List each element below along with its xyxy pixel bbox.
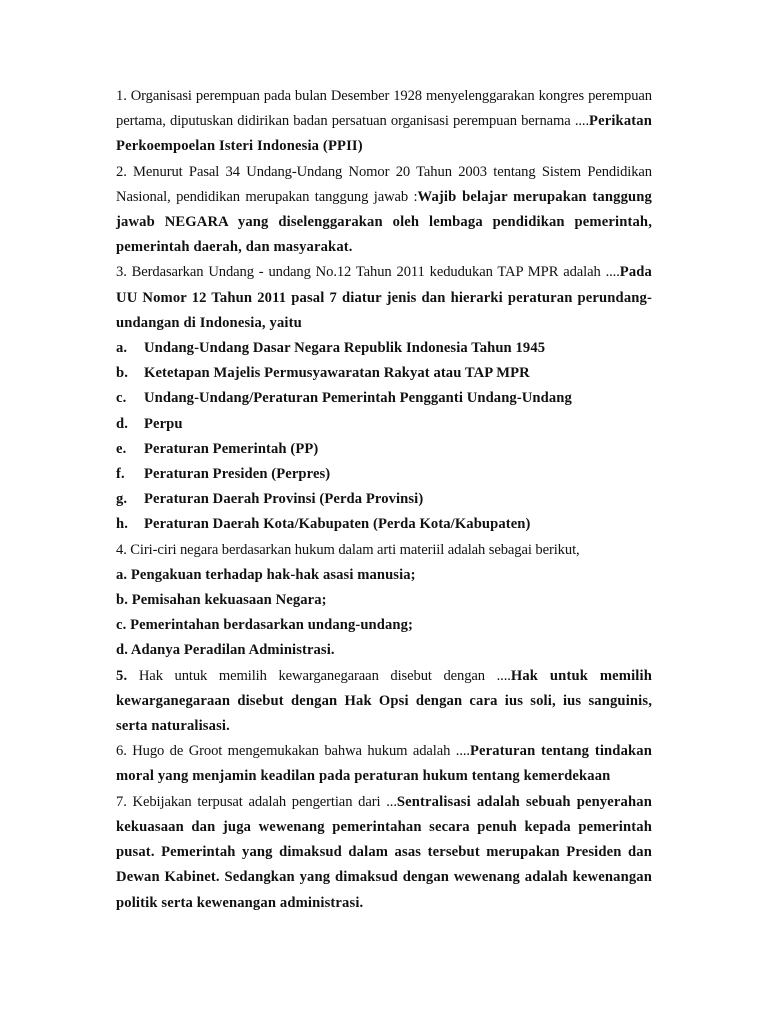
question-7-answer: Sentralisasi adalah sebuah penyerahan kekuasaan dan juga wewenang pemerintahan secara penuh kepada pemerintah pusat. Pemerintah yang dimaksud dalam asas tersebut merupakan Presiden dan Dewan Kabinet. Sedangkan yang dimaksud dengan wewenang adalah kewenangan politik serta kewenangan administrasi.: [116, 793, 652, 911]
list-item: g. Peraturan Daerah Provinsi (Perda Provinsi): [116, 491, 424, 508]
question-5: [116, 664, 652, 740]
question-1-answer: Perikatan Perkoempoelan Isteri Indonesia (PPII): [116, 113, 652, 155]
document-page: [116, 84, 652, 916]
question-1-text: 1. Organisasi perempuan pada bulan Desember 1928 menyelenggarakan kongres perempuan pertama, diputuskan didirikan badan persatuan organisasi perempuan bernama ....: [116, 88, 652, 130]
list-item: b. Ketetapan Majelis Permusyawaratan Rakyat atau TAP MPR: [116, 365, 530, 382]
list-item: h. Peraturan Daerah Kota/Kabupaten (Perda Kota/Kabupaten): [116, 516, 531, 533]
question-6: [116, 739, 652, 789]
question-6-answer: Peraturan tentang tindakan moral yang menjamin keadilan pada peraturan hukum tentang kemerdekaan: [116, 743, 652, 785]
question-2-text: 2. Menurut Pasal 34 Undang-Undang Nomor 20 Tahun 2003 tentang Sistem Pendidikan Nasional, pendidikan merupakan tanggung jawab :: [116, 163, 652, 205]
list-item: b. Pemisahan kekuasaan Negara;: [116, 592, 327, 609]
list-item: f. Peraturan Presiden (Perpres): [116, 466, 331, 483]
list-item: d. Adanya Peradilan Administrasi.: [116, 642, 335, 659]
question-5-number: 5.: [116, 667, 128, 684]
question-6-text: 6. Hugo de Groot mengemukakan bahwa hukum adalah ....: [116, 743, 470, 760]
question-7: [116, 790, 652, 916]
list-item: a. Pengakuan terhadap hak-hak asasi manusia;: [116, 566, 416, 583]
question-2-answer: Wajib belajar merupakan tanggung jawab NEGARA yang diselenggarakan oleh lembaga pendidikan pemerintah, pemerintah daerah, dan masyarakat.: [116, 188, 652, 256]
question-5-answer: Hak untuk memilih kewarganegaraan disebut dengan Hak Opsi dengan cara ius soli, ius sanguinis, serta naturalisasi.: [116, 667, 652, 735]
question-5-text: Hak untuk memilih kewarganegaraan disebut dengan ....: [127, 667, 511, 684]
question-1: [116, 84, 652, 160]
question-4-text: 4. Ciri-ciri negara berdasarkan hukum dalam arti materiil adalah sebagai berikut,: [116, 541, 580, 558]
list-item: c. Pemerintahan berdasarkan undang-undang;: [116, 617, 413, 634]
question-2: [116, 160, 652, 261]
question-3: [116, 260, 652, 336]
question-3-text: 3. Berdasarkan Undang - undang No.12 Tahun 2011 kedudukan TAP MPR adalah ....: [116, 264, 620, 281]
list-item: e. Peraturan Pemerintah (PP): [116, 440, 319, 457]
list-item: d. Perpu: [116, 415, 183, 432]
question-3-answer: Pada UU Nomor 12 Tahun 2011 pasal 7 diatur jenis dan hierarki peraturan perundang-undangan di Indonesia, yaitu: [116, 264, 652, 331]
question-7-text: 7. Kebijakan terpusat adalah pengertian dari ...: [116, 793, 397, 810]
list-item: c. Undang-Undang/Peraturan Pemerintah Pengganti Undang-Undang: [116, 390, 572, 407]
list-item: a. Undang-Undang Dasar Negara Republik Indonesia Tahun 1945: [116, 340, 546, 357]
